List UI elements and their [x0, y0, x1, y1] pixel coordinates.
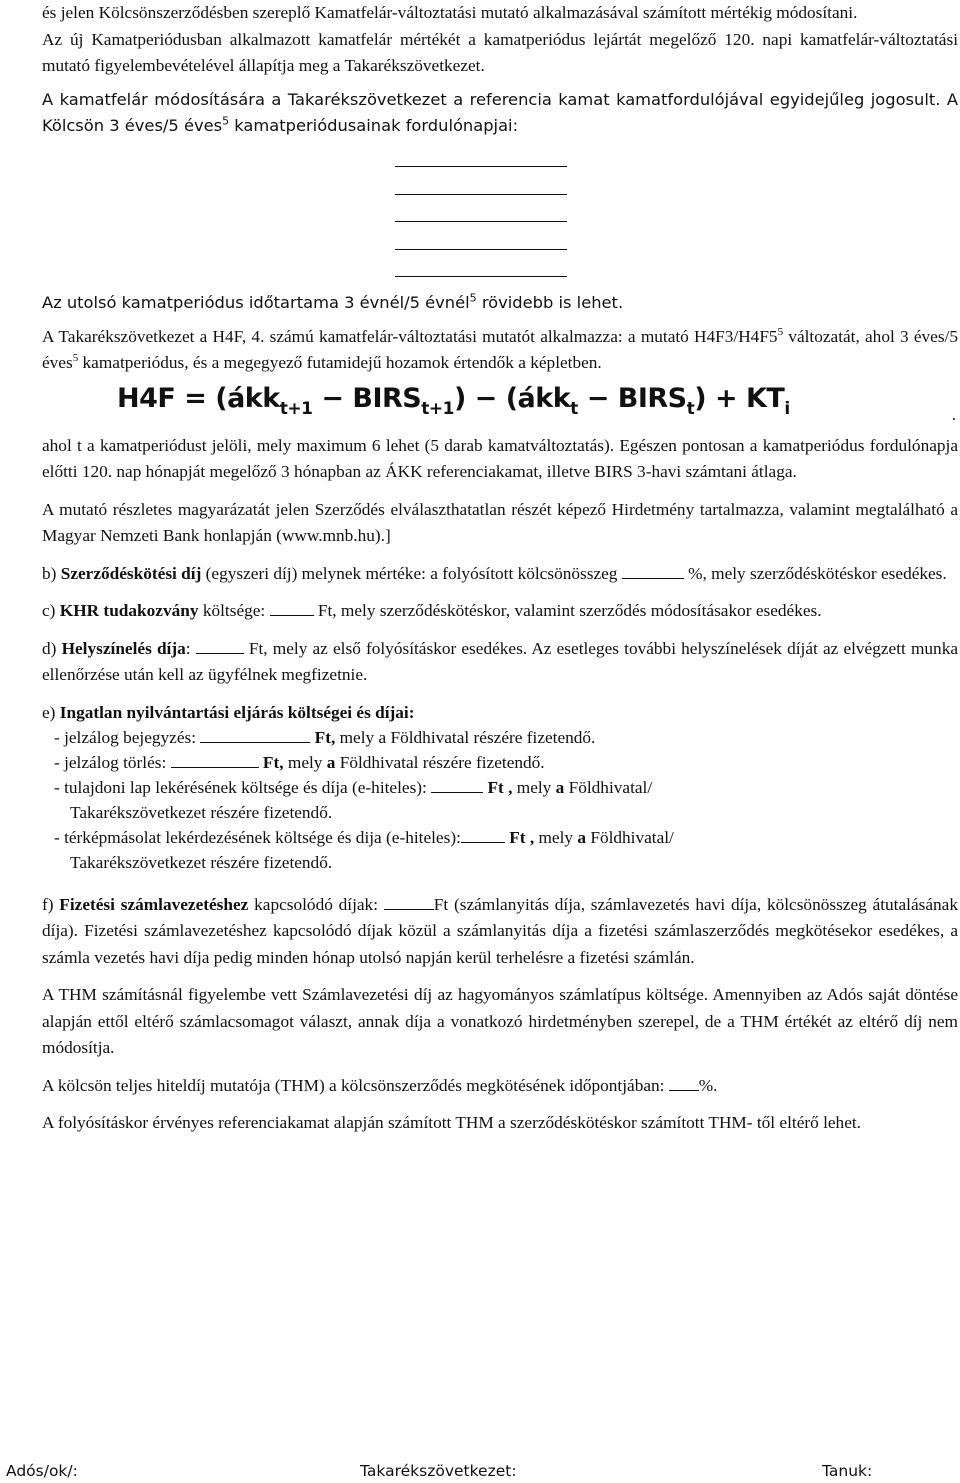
- list-item-bold: a: [326, 752, 336, 772]
- paragraph-thm-reference: A folyósításkor érvényes referenciakamat alapján számított THM a szerződéskötéskor számított THM- től eltérő lehet.: [42, 1113, 861, 1132]
- margin-text-end: kamatperiódusainak fordulónapjai:: [229, 116, 519, 135]
- formula-sub: t+1: [279, 398, 313, 419]
- item-b-title: Szerződéskötési díj: [60, 563, 202, 583]
- item-e-title: Ingatlan nyilvántartási eljárás költségei és díjai:: [59, 702, 415, 722]
- margin-text: A kamatfelár módosítására a Takarékszövetkezet a referencia kamat kamatfordulójával egyidejűleg jogosult. A Kölcsön 3 éves/5 éves: [42, 89, 958, 135]
- h4f-formula: [117, 383, 958, 427]
- list-item-text: - jelzálog bejegyzés:: [54, 727, 201, 747]
- list-item-text: Földhivatal/: [564, 777, 653, 797]
- formula-part: − BIRS: [577, 382, 687, 414]
- account-fee-field[interactable]: [384, 892, 434, 910]
- paragraph-margin-modification: [42, 87, 958, 140]
- list-item-unit: Ft ,: [483, 777, 513, 797]
- item-d-prefix: d): [42, 638, 62, 658]
- formula-part: H4F = (ákk: [117, 382, 280, 414]
- list-item-text: Földhivatal/: [586, 827, 674, 847]
- list-item-continuation: Takarékszövetkezet részére fizetendő.: [70, 802, 333, 822]
- item-c-prefix: c): [42, 601, 60, 620]
- formula-sub: i: [784, 398, 790, 419]
- list-item: [54, 775, 958, 800]
- footnote-ref: 5: [72, 352, 79, 365]
- item-c-text: költsége:: [198, 601, 270, 620]
- last-period-text: Az utolsó kamatperiódus időtartama 3 évnél/5 évnél: [42, 293, 470, 312]
- h4f-text-mid: változatát, ahol 3 éves/5 éves: [42, 326, 958, 372]
- turn-date-field[interactable]: [395, 222, 567, 250]
- list-item-text: mely: [283, 752, 327, 772]
- thm-text: A kölcsön teljes hiteldíj mutatója (THM) a kölcsönszerződés megkötésének időpontjában:: [42, 1075, 669, 1095]
- list-item-text: mely a Földhivatal részére fizetendő.: [335, 727, 596, 747]
- formula-sub: t+1: [421, 398, 454, 419]
- list-item-text: - jelzálog törlés:: [54, 752, 171, 772]
- paragraph-thm-value: [42, 1073, 958, 1100]
- formula-part: − BIRS: [312, 382, 422, 414]
- mortgage-deletion-fee-field[interactable]: [171, 750, 259, 768]
- thm-suffix: %.: [698, 1075, 718, 1095]
- footer-witness-label: Tanuk:: [822, 1462, 873, 1480]
- footer-bank-label: Takarékszövetkezet:: [360, 1462, 517, 1480]
- h4f-text-end: kamatperiódus, és a megegyező futamidejű hozamok értendők a képletben.: [78, 353, 602, 372]
- list-item: [54, 725, 958, 750]
- paragraph-explanation: A mutató részletes magyarázatát jelen Szerződés elválaszthatatlan részét képező Hirdetmény tartalmazza, valamint megtalálható a Magyar Nemzeti Bank honlapján (www.mnb.hu).]: [42, 499, 958, 545]
- contract-fee-percent-field[interactable]: [622, 561, 684, 579]
- item-d-suffix: Ft, mely az első folyósításkor esedékes. Az esetleges további helyszínelések díját az elvégzett munka ellenőrzése után kell az ügyfélnek megfizetnie.: [42, 638, 959, 684]
- turn-dates-blanks: [395, 140, 958, 278]
- item-e-land-registry: [42, 700, 958, 725]
- list-item-text: - tulajdoni lap lekérésének költsége és díja (e-hiteles):: [54, 777, 432, 797]
- turn-date-field[interactable]: [395, 250, 567, 278]
- paragraph-where: ahol t a kamatperiódust jelöli, mely maximum 6 lehet (5 darab kamatváltoztatás). Egészen pontosan a kamatperiódus fordulónapja előtti 120. nap hónapját megelőző 3 hónapban az ÁKK referenciakamat, illetve BIRS 3-havi számtani átlaga.: [42, 435, 958, 481]
- list-item-bold: a: [555, 777, 565, 797]
- formula-part: ) + KT: [694, 382, 785, 414]
- paragraph-last-period: [42, 290, 958, 317]
- footnote-ref: 5: [222, 114, 230, 128]
- list-item-text: mely: [512, 777, 556, 797]
- title-deed-fee-field[interactable]: [431, 775, 483, 793]
- item-d-title: Helyszínelés díja: [61, 638, 186, 658]
- paragraph-h4f: [42, 324, 958, 377]
- item-b-prefix: b): [42, 563, 61, 583]
- list-item: [54, 825, 958, 850]
- list-item-text: mely: [534, 827, 578, 847]
- item-d-text: :: [185, 638, 196, 658]
- list-item-unit: Ft,: [258, 752, 284, 772]
- item-b-contract-fee: [42, 561, 958, 588]
- item-f-account-fees: [42, 892, 958, 972]
- list-item-bold: a: [577, 827, 587, 847]
- paragraph-thm-account-fee: A THM számításnál figyelembe vett Számlavezetési díj az hagyományos számlatípus költsége. Amennyiben az Adós saját döntése alapján ettől eltérő számlacsomagot választ, annak díja a vonatkozó hirdetményben szerepel, de a THM értékét az eltérő díj nem módosítja.: [42, 985, 958, 1057]
- paragraph-new-period: Az új Kamatperiódusban alkalmazott kamatfelár mértékét a kamatperiódus lejártát megelőző 120. napi kamatfelár-változtatási mutató figyelembevételével állapítja meg a Takarékszövetkezet.: [42, 29, 958, 75]
- turn-date-field[interactable]: [395, 195, 567, 223]
- inspection-fee-field[interactable]: [196, 636, 244, 654]
- list-item-unit: Ft ,: [504, 827, 535, 847]
- formula-sub: t: [570, 398, 578, 419]
- list-item-text: Földhivatal részére fizetendő.: [335, 752, 545, 772]
- item-c-title: KHR tudakozvány: [59, 601, 199, 620]
- footnote-ref: 5: [469, 291, 477, 305]
- formula-part: ) − (ákk: [453, 382, 571, 414]
- item-f-title: Fizetési számlavezetéshez: [59, 894, 249, 914]
- land-registry-list: [42, 725, 958, 875]
- khr-fee-field[interactable]: [270, 598, 314, 616]
- item-d-inspection: [42, 636, 958, 689]
- formula-dot: .: [951, 404, 956, 424]
- item-b-text: (egyszeri díj) melynek mértéke: a folyósított kölcsönösszeg: [201, 563, 622, 583]
- turn-date-field[interactable]: [395, 167, 567, 195]
- item-b-suffix: %, mely szerződéskötéskor esedékes.: [683, 563, 947, 583]
- last-period-text-end: rövidebb is lehet.: [476, 293, 624, 312]
- formula-sub: t: [686, 398, 695, 419]
- mortgage-registration-fee-field[interactable]: [200, 725, 310, 743]
- document-page: [42, 0, 958, 1137]
- list-item: [54, 750, 958, 775]
- list-item-continuation: Takarékszövetkezet részére fizetendő.: [70, 852, 333, 872]
- h4f-text: A Takarékszövetkezet a H4F, 4. számú kamatfelár-változtatási mutatót alkalmazza: a mutató H4F3/H4F5: [42, 326, 778, 346]
- footer-debtor-label: Adós/ok/:: [6, 1462, 78, 1480]
- footnote-ref: 5: [777, 325, 784, 338]
- list-item-unit: Ft,: [310, 727, 336, 747]
- paragraph-intro: és jelen Kölcsönszerződésben szereplő Kamatfelár-változtatási mutató alkalmazásával számított mértékig módosítani.: [42, 3, 858, 22]
- item-e-prefix: e): [42, 702, 60, 722]
- list-item-text: - térképmásolat lekérdezésének költsége és dija (e-hiteles):: [54, 827, 461, 847]
- thm-percent-field[interactable]: [669, 1073, 699, 1091]
- item-c-khr: [42, 598, 958, 625]
- item-f-text: kapcsolódó díjak:: [248, 894, 384, 914]
- item-f-prefix: f): [42, 894, 60, 914]
- item-c-suffix: Ft, mely szerződéskötéskor, valamint szerződés módosításakor esedékes.: [313, 601, 822, 620]
- turn-date-field[interactable]: [395, 140, 567, 168]
- map-copy-fee-field[interactable]: [461, 825, 505, 843]
- item-f-suffix: Ft (számlanyitás díja, számlavezetés havi díja, kölcsönösszeg átutalásának díja). Fizetési számlavezetéshez kapcsolódó díjak közül a számlanyitás díja a fizetési számlaszerződés megkötésekor esedékes, a számla vezetés havi díja pedig minden hónap utolsó napján kerül terhelésre a fizetési számlán.: [42, 894, 958, 967]
